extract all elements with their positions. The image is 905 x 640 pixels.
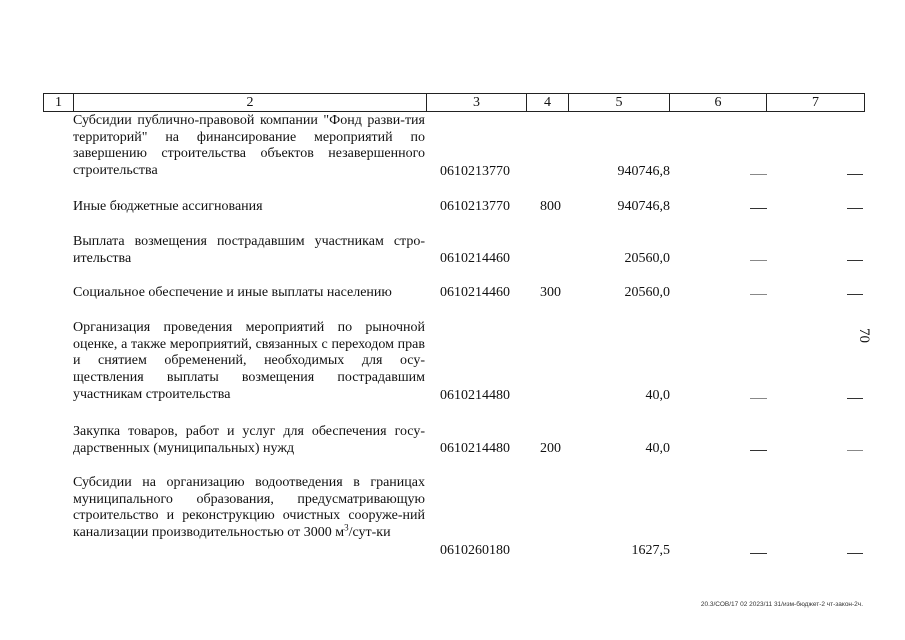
row-description: Организация проведения мероприятий по рыночной оценке, а также мероприятий, связанных с переходом прав и снятием обременений, необходимых для осу-ществления выплаты возмещения пострадавшим участникам строительства [73,320,425,402]
col7-dash [847,260,863,261]
row-amount: 940746,8 [617,164,670,179]
row-expense-type: 300 [540,285,561,300]
col6-dash [750,553,767,554]
page-number: 70 [856,328,872,343]
col-header-3: 3 [426,94,526,111]
col6-dash [750,398,767,399]
col7-dash [847,553,863,554]
col7-dash [847,450,863,451]
column-header-row [43,93,865,112]
row-amount: 20560,0 [624,285,670,300]
col-header-2: 2 [73,94,426,111]
col6-dash [750,260,767,261]
footer-document-id: 20.3/СОВ/17 02 2023/11 31/изм-бюджет-2 чт-закон-2ч. [700,601,863,608]
superscript-three: 3 [344,522,349,533]
col6-dash [750,294,767,295]
row-target-code: 0610214460 [440,285,510,300]
row-target-code: 0610260180 [440,543,510,558]
col-header-7: 7 [766,94,865,111]
row-target-code: 0610214480 [440,441,510,456]
row-expense-type: 200 [540,441,561,456]
row-target-code: 0610213770 [440,164,510,179]
row-description: Субсидии публично-правовой компании "Фонд разви-тия территорий" на финансирование мероприятий по завершению строительства объектов незавершенного строительства [73,113,425,179]
row-target-code: 0610214480 [440,388,510,403]
row-amount: 40,0 [645,441,670,456]
row-description [73,475,425,542]
row-description-text-end: /сут-ки [348,525,391,541]
col7-dash [847,294,863,295]
row-target-code: 0610213770 [440,199,510,214]
col6-dash [750,208,767,209]
row-description: Выплата возмещения пострадавшим участникам стро-ительства [73,234,425,266]
col6-dash [750,174,767,175]
row-description: Закупка товаров, работ и услуг для обеспечения госу-дарственных (муниципальных) нужд [73,424,425,456]
row-expense-type: 800 [540,199,561,214]
row-target-code: 0610214460 [440,251,510,266]
col-header-6: 6 [669,94,766,111]
row-amount: 20560,0 [624,251,670,266]
row-amount: 40,0 [645,388,670,403]
row-description-text: Субсидии на организацию водоотведения в границах муниципального образования, предусматривающую строительство и реконструкцию очистных сооруже-ний канализации производительностью от 3000 м [73,475,425,541]
row-description: Иные бюджетные ассигнования [73,199,263,214]
col-header-5: 5 [568,94,669,111]
col6-dash [750,450,767,451]
col7-dash [847,208,863,209]
col7-dash [847,398,863,399]
col-header-1: 1 [43,94,73,111]
col7-dash [847,174,863,175]
row-amount: 940746,8 [617,199,670,214]
row-amount: 1627,5 [631,543,670,558]
col-header-4: 4 [526,94,568,111]
row-description: Социальное обеспечение и иные выплаты населению [73,285,392,300]
